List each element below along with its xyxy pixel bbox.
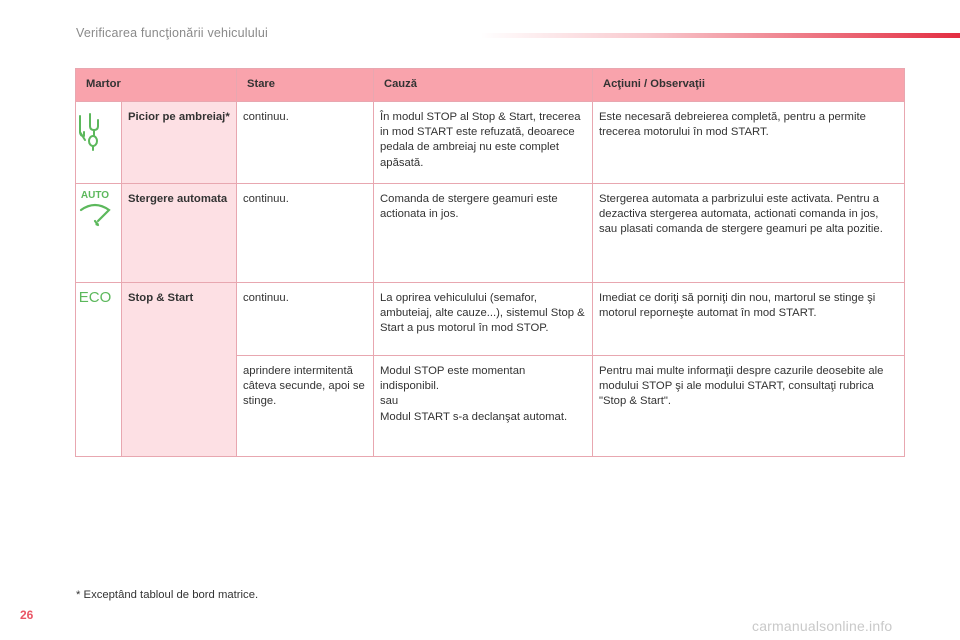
icon-cell: [76, 283, 122, 457]
cause-line: Modul START s-a declanşat automat.: [380, 410, 568, 423]
watermark: carmanualsonline.info: [752, 618, 893, 634]
auto-label: AUTO: [80, 190, 110, 201]
table-row: [76, 184, 905, 283]
indicator-name: Picior pe ambreiaj*: [122, 102, 237, 184]
column-header-actiuni: Acţiuni / Observaţii: [593, 69, 905, 102]
column-header-stare: Stare: [237, 69, 374, 102]
icon-cell: [76, 184, 122, 283]
header-accent-bar: [480, 33, 960, 38]
page-section-title: Verificarea funcţionării vehiculului: [76, 26, 269, 40]
cause-line: sau: [380, 395, 399, 408]
eco-label: ECO: [78, 289, 112, 306]
cause-cell: [374, 356, 593, 457]
column-header-martor: Martor: [76, 69, 237, 102]
cause-line: Modul STOP este momentan indisponibil.: [380, 365, 526, 393]
column-header-cauza: Cauză: [374, 69, 593, 102]
action-cell: Pentru mai multe informaţii despre cazurile deosebite ale modului STOP şi ale modului START, consultaţi rubrica "Stop & Start".: [593, 356, 905, 457]
warning-lights-table: [75, 68, 905, 457]
indicator-name: Stergere automata: [122, 184, 237, 283]
cause-cell: În modul STOP al Stop & Start, trecerea in mod START este refuzată, deoarece pedala de ambreiaj nu este complet apăsată.: [374, 102, 593, 184]
state-cell: aprindere intermitentă câteva secunde, apoi se stinge.: [237, 356, 374, 457]
state-cell: continuu.: [237, 102, 374, 184]
eco-icon: [76, 287, 114, 312]
action-cell: Stergerea automata a parbrizului este activata. Pentru a dezactiva stergerea automata, actionati comanda in jos, sau plasati comanda de stergere geamuri pe alta pozitie.: [593, 184, 905, 283]
action-cell: Imediat ce doriţi să porniţi din nou, martorul se stinge şi motorul reporneşte automat în mod START.: [593, 283, 905, 356]
action-cell: Este necesară debreierea completă, pentru a permite trecerea motorului în mod START.: [593, 102, 905, 184]
cause-cell: Comanda de stergere geamuri este actionata in jos.: [374, 184, 593, 283]
icon-cell: [76, 102, 122, 184]
table-header-row: [76, 69, 905, 102]
state-cell: continuu.: [237, 184, 374, 283]
page-number: 26: [20, 608, 34, 622]
table-row: [76, 283, 905, 356]
auto-wiper-icon: [76, 188, 114, 233]
table-row: [76, 102, 905, 184]
state-cell: continuu.: [237, 283, 374, 356]
clutch-foot-icon: [76, 110, 106, 157]
indicator-name: Stop & Start: [122, 283, 237, 457]
cause-cell: La oprirea vehiculului (semafor, ambuteiaj, alte cauze...), sistemul Stop & Start a pus motorul în mod STOP.: [374, 283, 593, 356]
footnote: * Exceptând tabloul de bord matrice.: [76, 589, 259, 601]
